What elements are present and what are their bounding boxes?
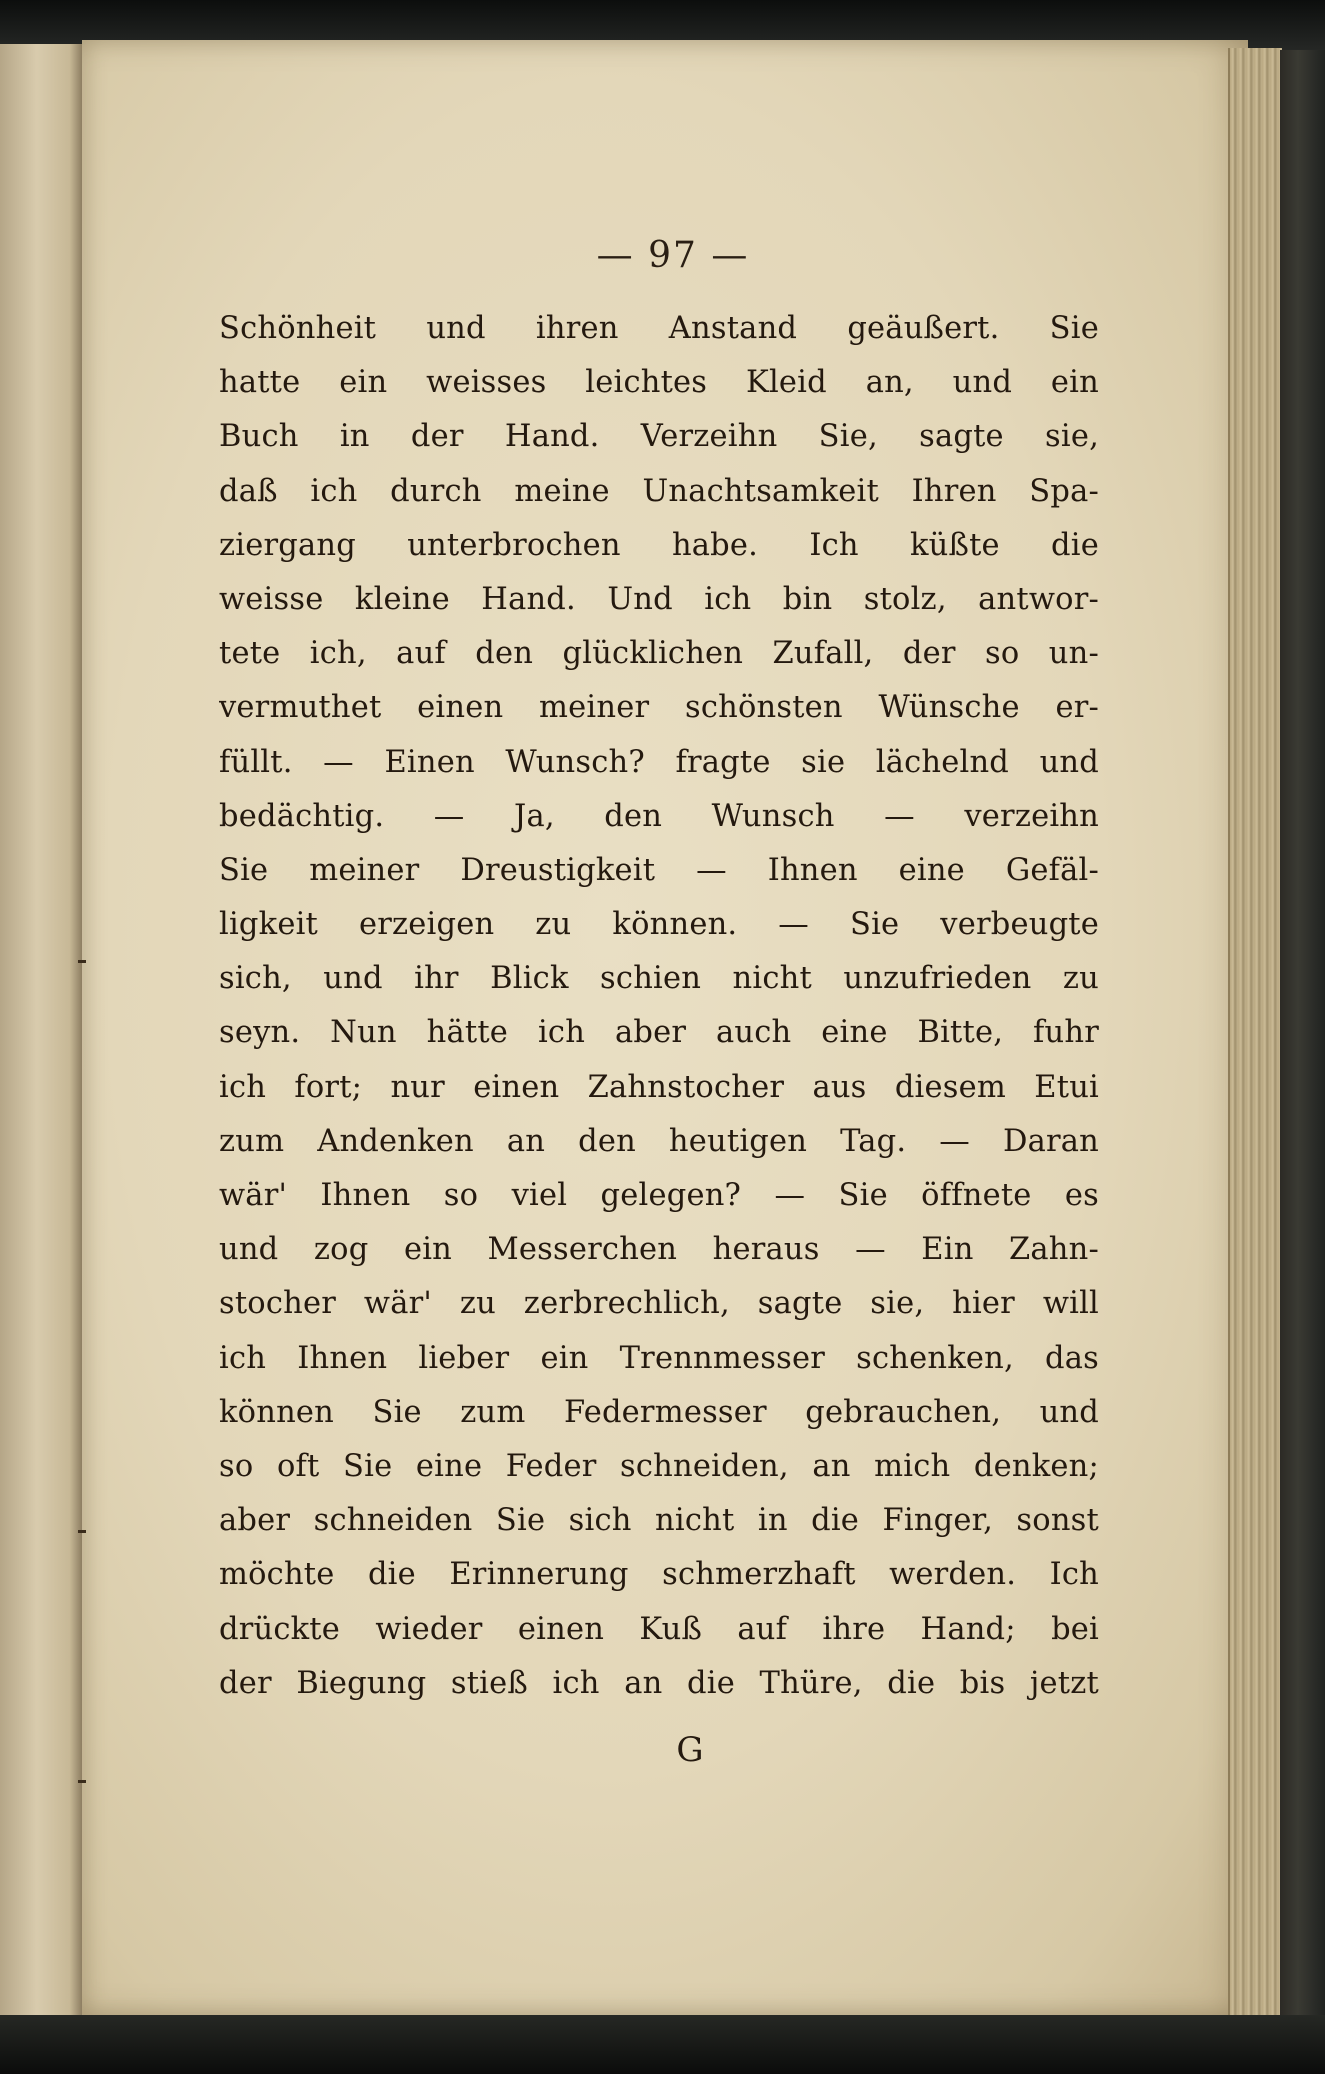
- book-cover-edge: [1280, 50, 1325, 2035]
- margin-mark: [78, 960, 86, 963]
- signature-mark: G: [676, 1730, 704, 1770]
- text-line: Sie meiner Dreustigkeit — Ihnen eine Gefäl-: [219, 852, 1099, 888]
- text-line: bedächtig. — Ja, den Wunsch — verzeihn: [219, 798, 1099, 834]
- text-line: ligkeit erzeigen zu können. — Sie verbeugte: [219, 907, 1099, 943]
- text-line: möchte die Erinnerung schmerzhaft werden. Ich: [219, 1557, 1099, 1593]
- text-line: wär' Ihnen so viel gelegen? — Sie öffnete es: [219, 1178, 1099, 1213]
- body-text: [219, 302, 1099, 1711]
- text-line: sich, und ihr Blick schien nicht unzufrieden zu: [219, 961, 1099, 997]
- text-line: aber schneiden Sie sich nicht in die Finger, sonst: [219, 1503, 1099, 1539]
- text-line: Schönheit und ihren Anstand geäußert. Sie: [219, 311, 1099, 346]
- text-line: Buch in der Hand. Verzeihn Sie, sagte sie,: [219, 419, 1099, 455]
- text-line: daß ich durch meine Unachtsamkeit Ihren Spa-: [219, 473, 1099, 509]
- page-number-header: — 97 —: [596, 235, 750, 276]
- page-stack-edge: [1228, 48, 1282, 2023]
- text-line: tete ich, auf den glücklichen Zufall, der so un-: [219, 636, 1099, 672]
- book-bottom-edge: [0, 2015, 1325, 2074]
- text-line: ich fort; nur einen Zahnstocher aus diesem Etui: [219, 1069, 1099, 1105]
- text-line: zum Andenken an den heutigen Tag. — Daran: [219, 1123, 1099, 1159]
- text-line: drückte wieder einen Kuß auf ihre Hand; bei: [219, 1611, 1099, 1647]
- margin-mark: [78, 1530, 86, 1533]
- text-line: können Sie zum Federmesser gebrauchen, und: [219, 1394, 1099, 1430]
- text-line: der Biegung stieß ich an die Thüre, die bis jetzt: [219, 1665, 1099, 1701]
- text-line: seyn. Nun hätte ich aber auch eine Bitte, fuhr: [219, 1015, 1099, 1051]
- text-line: vermuthet einen meiner schönsten Wünsche er-: [219, 690, 1099, 726]
- text-line: füllt. — Einen Wunsch? fragte sie lächelnd und: [219, 744, 1099, 780]
- margin-mark: [78, 1780, 86, 1783]
- left-page-edge: [0, 44, 84, 2034]
- text-line: stocher wär' zu zerbrechlich, sagte sie, hier will: [219, 1286, 1099, 1322]
- text-line: ziergang unterbrochen habe. Ich küßte die: [219, 527, 1099, 563]
- text-line: weisse kleine Hand. Und ich bin stolz, antwor-: [219, 581, 1099, 617]
- text-line: hatte ein weisses leichtes Kleid an, und ein: [219, 365, 1099, 401]
- text-line: und zog ein Messerchen heraus — Ein Zahn-: [219, 1232, 1099, 1268]
- text-line: so oft Sie eine Feder schneiden, an mich denken;: [219, 1448, 1099, 1484]
- book-page: [82, 40, 1248, 2015]
- text-line: ich Ihnen lieber ein Trennmesser schenken, das: [219, 1340, 1099, 1376]
